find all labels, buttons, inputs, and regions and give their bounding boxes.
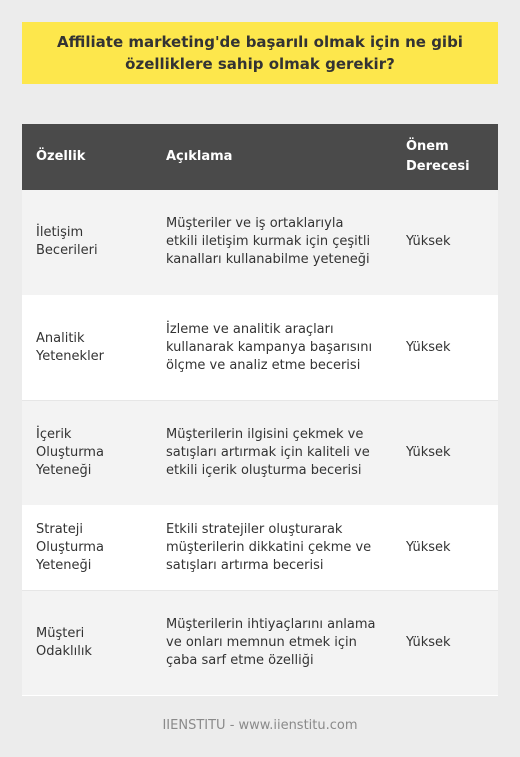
footer-credit: IIENSTITU - www.iienstitu.com (162, 718, 358, 733)
table-row (22, 590, 498, 695)
cell-feature: İletişim Becerileri (22, 190, 152, 295)
cell-feature: Strateji Oluşturma Yeteneği (22, 505, 152, 590)
cell-importance: Yüksek (390, 295, 498, 400)
cell-importance: Yüksek (390, 505, 498, 590)
header-feature: Özellik (22, 124, 152, 190)
cell-feature: Müşteri Odaklılık (22, 590, 152, 695)
cell-description: İzleme ve analitik araçları kullanarak kampanya başarısını ölçme ve analiz etme becerisi (152, 295, 390, 400)
cell-feature: Analitik Yetenekler (22, 295, 152, 400)
title-line-1: Affiliate marketing'de başarılı olmak için ne gibi (57, 33, 463, 51)
cell-feature: İçerik Oluşturma Yeteneği (22, 400, 152, 505)
table-row (22, 400, 498, 505)
header-importance: Önem Derecesi (390, 124, 498, 190)
cell-description: Müşterilerin ilgisini çekmek ve satışları artırmak için kaliteli ve etkili içerik oluşturma becerisi (152, 400, 390, 505)
cell-description: Müşterilerin ihtiyaçlarını anlama ve onları memnun etmek için çaba sarf etme özelliği (152, 590, 390, 695)
cell-description: Etkili stratejiler oluşturarak müşterilerin dikkatini çekme ve satışları artırma becerisi (152, 505, 390, 590)
title-line-2: özelliklere sahip olmak gerekir? (125, 55, 395, 73)
table-row (22, 190, 498, 295)
cell-description: Müşteriler ve iş ortaklarıyla etkili iletişim kurmak için çeşitli kanalları kullanabilme yeteneği (152, 190, 390, 295)
title-banner (22, 22, 498, 84)
page-title (57, 31, 463, 75)
cell-importance: Yüksek (390, 190, 498, 295)
table-row (22, 295, 498, 400)
header-description: Açıklama (152, 124, 390, 190)
table-header-row (22, 124, 498, 190)
cell-importance: Yüksek (390, 590, 498, 695)
cell-importance: Yüksek (390, 400, 498, 505)
features-table (22, 124, 498, 696)
table-row (22, 505, 498, 590)
